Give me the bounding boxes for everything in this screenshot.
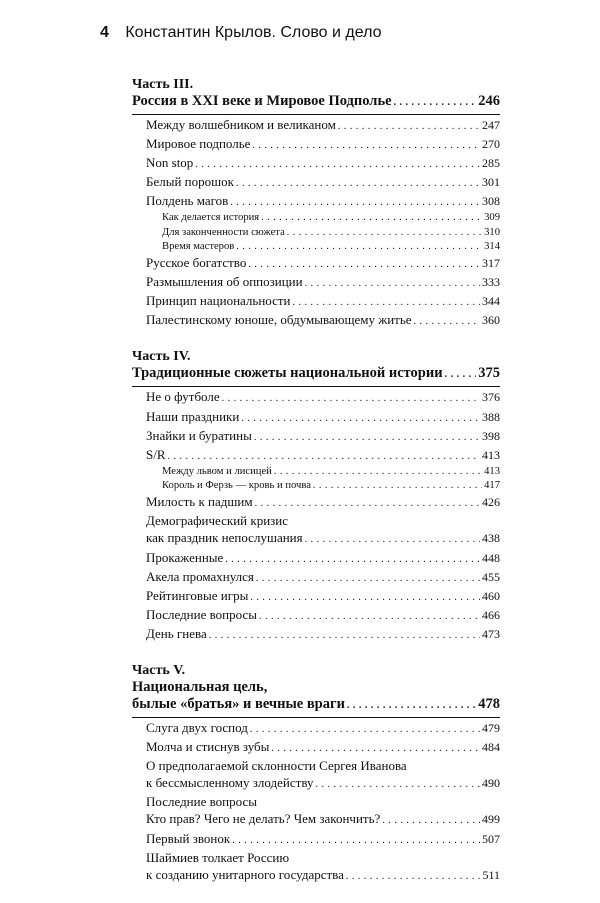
leader-dots <box>168 448 480 465</box>
toc-entry[interactable] <box>132 292 500 311</box>
toc-entry-lead: Шаймиев толкает Россию <box>146 849 290 865</box>
toc-entry[interactable] <box>132 311 500 330</box>
entry-page: 388 <box>482 409 500 424</box>
entry-title: Акела промахнулся <box>146 568 254 584</box>
leader-dots <box>250 589 480 606</box>
entry-page: 310 <box>484 226 500 238</box>
toc-entry[interactable] <box>132 866 500 885</box>
entry-title: День гнева <box>146 625 207 641</box>
entry-title: Молча и стиснув зубы <box>146 739 270 755</box>
entry-page: 455 <box>482 569 500 584</box>
toc-entry[interactable] <box>132 427 500 446</box>
toc-entry[interactable] <box>132 606 500 625</box>
part-heading-title: Россия в XXI веке и Мировое Подполье <box>132 93 392 109</box>
leader-dots <box>256 570 480 587</box>
part-label: Часть III. <box>132 77 194 92</box>
toc-entry[interactable] <box>132 408 500 427</box>
entry-page: 309 <box>484 212 500 224</box>
running-head <box>100 24 382 42</box>
leader-dots <box>230 194 480 211</box>
toc-entry[interactable] <box>132 154 500 173</box>
entry-page: 490 <box>482 776 500 791</box>
toc-entry[interactable] <box>132 388 500 407</box>
heading-rule <box>132 386 500 387</box>
toc-entry[interactable] <box>132 587 500 606</box>
entry-page: 473 <box>482 626 500 641</box>
toc-part <box>132 76 500 330</box>
leader-dots <box>209 627 480 644</box>
leader-dots <box>250 721 480 738</box>
entry-page: 308 <box>482 194 500 209</box>
leader-dots <box>305 531 480 548</box>
entry-page: 398 <box>482 428 500 443</box>
leader-dots <box>259 608 480 625</box>
entry-title: Наши праздники <box>146 408 240 424</box>
leader-dots <box>346 868 481 885</box>
entry-title: Как делается история <box>162 212 260 224</box>
entry-title: Русское богатство <box>146 255 247 271</box>
leader-dots <box>316 776 480 793</box>
toc-entry[interactable] <box>132 738 500 757</box>
toc-subentry[interactable] <box>132 226 500 240</box>
leader-dots <box>195 156 480 173</box>
leader-dots <box>261 211 482 225</box>
entry-title: Кто прав? Чего не делать? Чем закончить? <box>146 811 381 827</box>
toc-entry[interactable] <box>132 254 500 273</box>
leader-dots <box>252 137 480 154</box>
toc-entry[interactable] <box>132 135 500 154</box>
entry-page: 499 <box>482 812 500 827</box>
entry-title: Первый звонок <box>146 830 231 846</box>
leader-dots <box>347 697 476 714</box>
entry-title: Прокаженные <box>146 549 224 565</box>
entry-page: 484 <box>482 740 500 755</box>
toc-entry[interactable] <box>132 549 500 568</box>
part-heading[interactable] <box>132 696 500 714</box>
entry-page: 376 <box>482 390 500 405</box>
entry-title: Не о футболе <box>146 389 220 405</box>
toc-entry[interactable] <box>132 446 500 465</box>
leader-dots <box>382 812 480 829</box>
entry-title: Рейтинговые игры <box>146 587 249 603</box>
part-heading-title: былые «братья» и вечные враги <box>132 695 345 712</box>
toc-entry[interactable] <box>132 774 500 793</box>
toc-entry[interactable] <box>132 719 500 738</box>
entry-page: 417 <box>484 480 500 492</box>
toc-entry[interactable] <box>132 625 500 644</box>
part-label: Часть IV. <box>132 349 191 365</box>
entry-title: Милость к падшим <box>146 494 253 510</box>
part-heading[interactable] <box>132 93 500 111</box>
toc-subentry[interactable] <box>132 465 500 479</box>
heading-rule <box>132 114 500 115</box>
part-heading[interactable] <box>132 365 500 383</box>
heading-rule <box>132 717 500 718</box>
entry-page: 270 <box>482 137 500 152</box>
entry-page: 507 <box>482 831 500 846</box>
entry-title: Между львом и лисицей <box>162 465 272 477</box>
leader-dots <box>305 275 480 292</box>
leader-dots <box>445 366 477 383</box>
entry-title: к бессмысленному злодейству <box>146 775 314 791</box>
entry-page: 426 <box>482 495 500 510</box>
part-heading-page: 478 <box>478 695 500 712</box>
leader-dots <box>338 118 480 135</box>
entry-title: к созданию унитарного государства <box>146 866 344 882</box>
entry-page: 413 <box>482 447 500 462</box>
entry-title: Знайки и буратины <box>146 427 252 443</box>
entry-title: Мировое подполье <box>146 136 251 152</box>
leader-dots <box>313 479 482 493</box>
leader-dots <box>293 294 480 311</box>
entry-page: 333 <box>482 275 500 290</box>
entry-title: S/R <box>146 446 166 462</box>
toc-entry-lead: О предполагаемой склонности Сергея Иванова <box>146 758 407 774</box>
leader-dots <box>271 740 480 757</box>
leader-dots <box>236 175 480 192</box>
leader-dots <box>225 551 480 568</box>
leader-dots <box>248 256 480 273</box>
entry-page: 438 <box>482 531 500 546</box>
toc-entry[interactable] <box>132 192 500 211</box>
part-heading-page: 246 <box>478 93 500 109</box>
entry-page: 314 <box>484 240 500 252</box>
entry-page: 479 <box>482 720 500 735</box>
part-heading-page: 375 <box>478 365 500 382</box>
toc-entry[interactable] <box>132 493 500 512</box>
entry-page: 360 <box>482 313 500 328</box>
entry-page: 344 <box>482 294 500 309</box>
entry-title: Белый порошок <box>146 174 234 190</box>
part-label: Часть V. <box>132 662 186 678</box>
leader-dots <box>222 390 480 407</box>
leader-dots <box>287 226 482 240</box>
toc-subentry[interactable] <box>132 240 500 254</box>
entry-page: 285 <box>482 156 500 171</box>
entry-title: Последние вопросы <box>146 606 257 622</box>
entry-title: Палестинскому юноше, обдумывающему житье <box>146 312 412 328</box>
entry-title: Слуга двух господ <box>146 719 248 735</box>
leader-dots <box>274 465 482 479</box>
running-title: Константин Крылов. Слово и дело <box>125 24 382 41</box>
leader-dots <box>414 313 480 330</box>
entry-title: Между волшебником и великаном <box>146 117 336 132</box>
entry-page: 413 <box>484 465 500 477</box>
entry-title: Полдень магов <box>146 193 229 209</box>
leader-dots <box>255 495 480 512</box>
entry-page: 466 <box>482 607 500 622</box>
entry-page: 460 <box>482 588 500 603</box>
toc-entry-lead: Последние вопросы <box>146 794 257 810</box>
toc-entry-lead: Демографический кризис <box>146 513 289 529</box>
leader-dots <box>241 410 480 427</box>
entry-page: 448 <box>482 550 500 565</box>
entry-page: 511 <box>482 867 500 882</box>
entry-page: 247 <box>482 118 500 132</box>
entry-page: 317 <box>482 256 500 271</box>
entry-title: как праздник непослушания <box>146 530 303 546</box>
entry-title: Размышления об оппозиции <box>146 274 303 290</box>
toc-part <box>132 662 500 885</box>
entry-title: Король и Ферзь — кровь и почва <box>162 480 311 492</box>
toc-entry[interactable] <box>132 830 500 849</box>
toc-entry[interactable] <box>132 116 500 135</box>
toc-subentry[interactable] <box>132 211 500 225</box>
part-heading-title: Традиционные сюжеты национальной истории <box>132 365 443 382</box>
toc-part <box>132 348 500 644</box>
page-number: 4 <box>100 24 109 41</box>
toc-entry[interactable] <box>132 810 500 829</box>
leader-dots <box>232 832 480 849</box>
entry-title: Принцип национальности <box>146 293 291 309</box>
leader-dots <box>394 94 477 111</box>
leader-dots <box>254 429 480 446</box>
entry-title: Non stop <box>146 155 194 171</box>
toc-entry[interactable] <box>132 173 500 192</box>
entry-title: Время мастеров <box>162 240 235 252</box>
toc-subentry[interactable] <box>132 479 500 493</box>
leader-dots <box>236 240 482 254</box>
toc-entry[interactable] <box>132 568 500 587</box>
entry-page: 301 <box>482 175 500 190</box>
toc-entry[interactable] <box>132 529 500 548</box>
part-title-line: Национальная цель, <box>132 678 268 695</box>
table-of-contents <box>132 76 500 903</box>
entry-title: Для законченности сюжета <box>162 226 285 238</box>
toc-entry[interactable] <box>132 273 500 292</box>
